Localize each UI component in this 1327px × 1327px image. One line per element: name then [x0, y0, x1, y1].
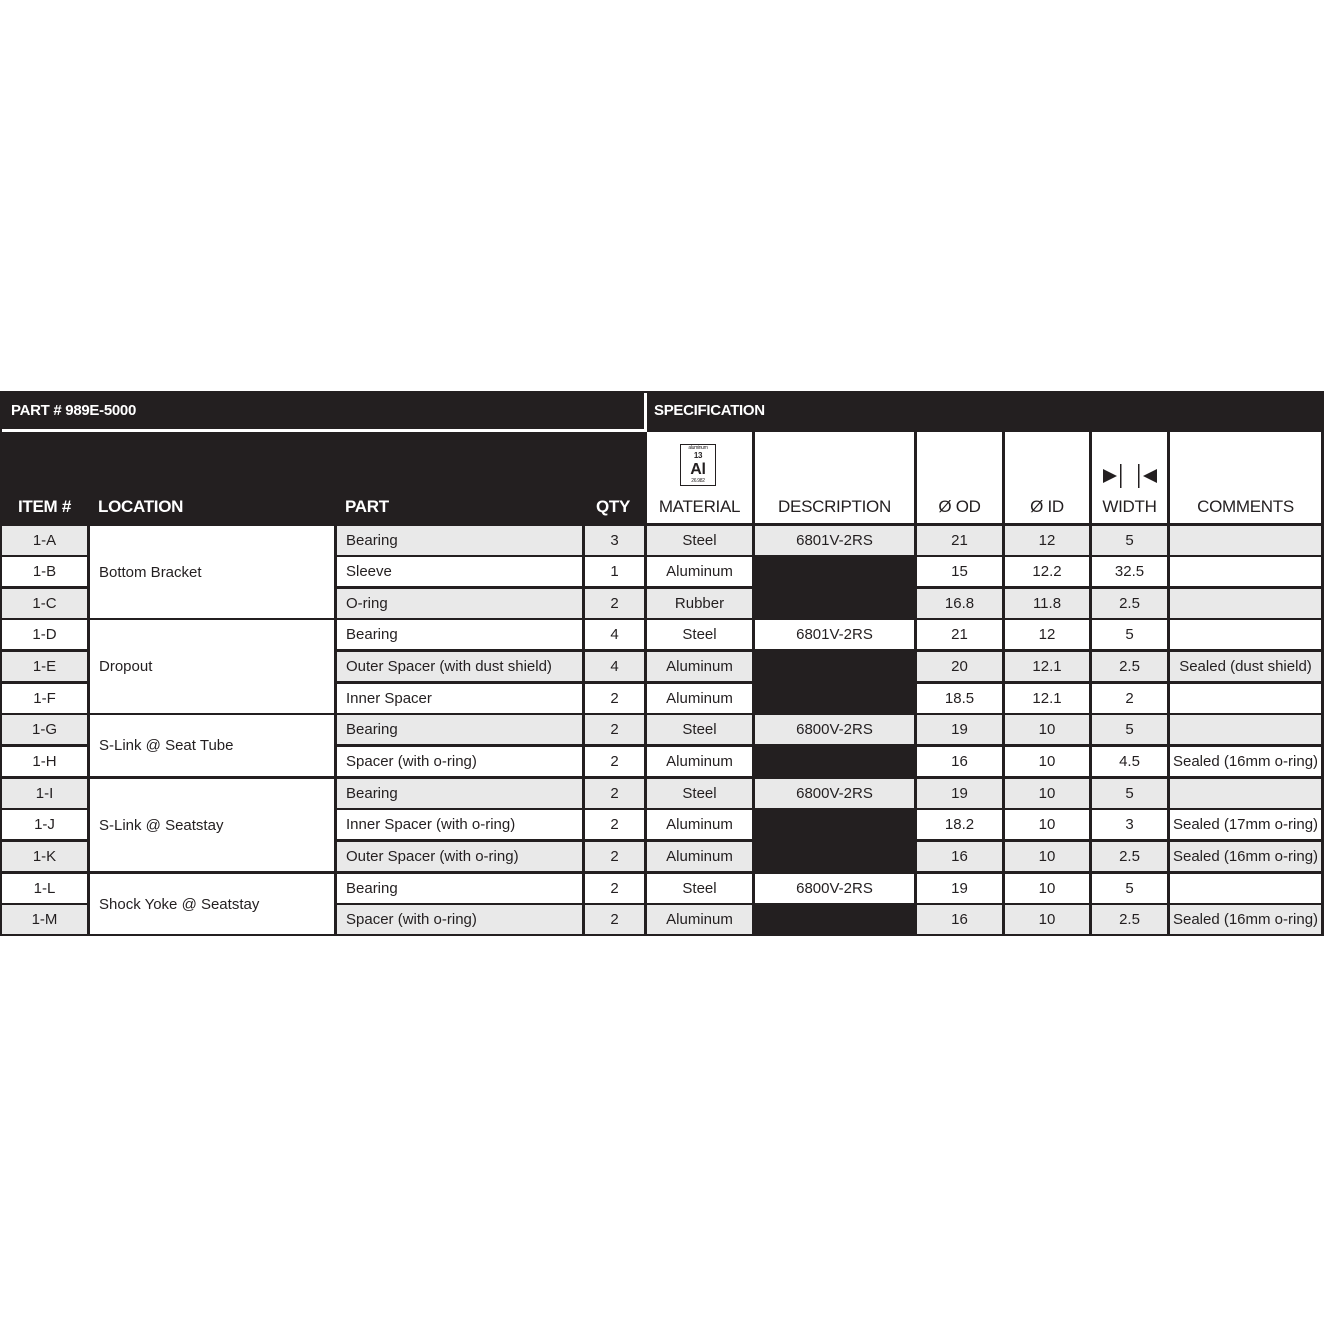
cell-width: 4.5 [1092, 747, 1167, 776]
cell-item: 1-B [2, 557, 87, 586]
cell-comments: Sealed (16mm o-ring) [1170, 905, 1321, 934]
cell-part: Outer Spacer (with o-ring) [337, 842, 582, 871]
cell-qty: 2 [585, 747, 644, 776]
specification-title: SPECIFICATION [654, 401, 765, 419]
cell-item: 1-C [2, 589, 87, 618]
cell-id: 12.2 [1005, 557, 1089, 586]
cell-part: Bearing [337, 874, 582, 903]
cell-id: 10 [1005, 747, 1089, 776]
cell-comments [1170, 620, 1321, 649]
location-cell: Shock Yoke @ Seatstay [90, 874, 334, 934]
cell-description: 6800V-2RS [755, 874, 914, 903]
location-cell: S-Link @ Seatstay [90, 779, 334, 871]
cell-part: Sleeve [337, 557, 582, 586]
location-cell: Bottom Bracket [90, 526, 334, 618]
cell-item: 1-H [2, 747, 87, 776]
cell-description: 6801V-2RS [755, 620, 914, 649]
cell-material: Steel [647, 715, 752, 744]
cell-part: Outer Spacer (with dust shield) [337, 652, 582, 681]
cell-description: 6800V-2RS [755, 715, 914, 744]
cell-material: Rubber [647, 589, 752, 618]
cell-material: Steel [647, 779, 752, 808]
aluminum-element-tile-icon: aluminum 13 Al 26.982 [680, 444, 716, 486]
cell-material: Aluminum [647, 842, 752, 871]
cell-material: Steel [647, 874, 752, 903]
cell-qty: 2 [585, 684, 644, 713]
cell-od: 21 [917, 620, 1002, 649]
cell-width: 5 [1092, 715, 1167, 744]
cell-qty: 2 [585, 589, 644, 618]
cell-comments: Sealed (17mm o-ring) [1170, 810, 1321, 839]
cell-material: Steel [647, 620, 752, 649]
part-number-title: PART # 989E-5000 [11, 401, 136, 419]
cell-comments [1170, 526, 1321, 555]
cell-part: Bearing [337, 526, 582, 555]
cell-description: 6800V-2RS [755, 779, 914, 808]
cell-qty: 1 [585, 557, 644, 586]
cell-description [755, 652, 914, 681]
parts-table [0, 391, 1324, 936]
cell-od: 19 [917, 874, 1002, 903]
cell-item: 1-L [2, 874, 87, 903]
cell-id: 12 [1005, 620, 1089, 649]
cell-material: Aluminum [647, 557, 752, 586]
cell-comments: Sealed (dust shield) [1170, 652, 1321, 681]
cell-item: 1-K [2, 842, 87, 871]
cell-qty: 2 [585, 874, 644, 903]
cell-id: 10 [1005, 715, 1089, 744]
cell-part: Spacer (with o-ring) [337, 747, 582, 776]
cell-width: 3 [1092, 810, 1167, 839]
cell-width: 2.5 [1092, 842, 1167, 871]
cell-description [755, 589, 914, 618]
cell-qty: 2 [585, 779, 644, 808]
cell-qty: 4 [585, 652, 644, 681]
cell-qty: 2 [585, 905, 644, 934]
cell-qty: 3 [585, 526, 644, 555]
col-header-location: LOCATION [90, 432, 334, 523]
cell-comments: Sealed (16mm o-ring) [1170, 747, 1321, 776]
cell-id: 10 [1005, 842, 1089, 871]
cell-qty: 2 [585, 842, 644, 871]
cell-width: 2.5 [1092, 589, 1167, 618]
col-header-description: DESCRIPTION [755, 432, 914, 523]
cell-description [755, 842, 914, 871]
cell-id: 10 [1005, 810, 1089, 839]
cell-id: 12 [1005, 526, 1089, 555]
cell-part: Inner Spacer (with o-ring) [337, 810, 582, 839]
location-cell: S-Link @ Seat Tube [90, 715, 334, 776]
col-header-part: PART [337, 432, 582, 523]
cell-width: 2.5 [1092, 652, 1167, 681]
cell-item: 1-I [2, 779, 87, 808]
cell-item: 1-J [2, 810, 87, 839]
col-header-qty: QTY [585, 432, 644, 523]
cell-width: 2.5 [1092, 905, 1167, 934]
cell-description [755, 747, 914, 776]
cell-width: 5 [1092, 874, 1167, 903]
cell-qty: 2 [585, 810, 644, 839]
cell-material: Aluminum [647, 684, 752, 713]
cell-item: 1-E [2, 652, 87, 681]
cell-width: 32.5 [1092, 557, 1167, 586]
col-header-comments: COMMENTS [1170, 432, 1321, 523]
cell-qty: 2 [585, 715, 644, 744]
cell-od: 16 [917, 842, 1002, 871]
cell-description [755, 684, 914, 713]
cell-width: 5 [1092, 779, 1167, 808]
cell-od: 19 [917, 779, 1002, 808]
cell-material: Aluminum [647, 810, 752, 839]
cell-od: 16 [917, 905, 1002, 934]
location-cell: Dropout [90, 620, 334, 713]
cell-comments [1170, 684, 1321, 713]
cell-part: Inner Spacer [337, 684, 582, 713]
cell-description [755, 905, 914, 934]
cell-part: O-ring [337, 589, 582, 618]
cell-width: 2 [1092, 684, 1167, 713]
cell-description: 6801V-2RS [755, 526, 914, 555]
cell-part: Spacer (with o-ring) [337, 905, 582, 934]
cell-item: 1-G [2, 715, 87, 744]
cell-od: 15 [917, 557, 1002, 586]
cell-od: 18.5 [917, 684, 1002, 713]
cell-part: Bearing [337, 715, 582, 744]
col-header-item: ITEM # [2, 432, 87, 523]
cell-item: 1-F [2, 684, 87, 713]
cell-description [755, 810, 914, 839]
cell-od: 20 [917, 652, 1002, 681]
cell-comments [1170, 589, 1321, 618]
cell-comments: Sealed (16mm o-ring) [1170, 842, 1321, 871]
cell-id: 12.1 [1005, 652, 1089, 681]
cell-material: Aluminum [647, 905, 752, 934]
cell-part: Bearing [337, 620, 582, 649]
cell-od: 18.2 [917, 810, 1002, 839]
cell-comments [1170, 715, 1321, 744]
cell-width: 5 [1092, 526, 1167, 555]
col-header-material: MATERIAL [658, 497, 741, 516]
cell-od: 21 [917, 526, 1002, 555]
cell-id: 10 [1005, 874, 1089, 903]
cell-material: Steel [647, 526, 752, 555]
cell-material: Aluminum [647, 747, 752, 776]
cell-comments [1170, 779, 1321, 808]
cell-width: 5 [1092, 620, 1167, 649]
cell-item: 1-M [2, 905, 87, 934]
col-header-id: Ø ID [1005, 432, 1089, 523]
cell-part: Bearing [337, 779, 582, 808]
cell-od: 19 [917, 715, 1002, 744]
width-arrows-icon [1103, 464, 1159, 488]
cell-comments [1170, 557, 1321, 586]
col-header-width-cell [1092, 432, 1167, 523]
cell-comments [1170, 874, 1321, 903]
col-header-material-cell [647, 432, 752, 523]
col-header-od: Ø OD [917, 432, 1002, 523]
cell-od: 16 [917, 747, 1002, 776]
cell-material: Aluminum [647, 652, 752, 681]
cell-od: 16.8 [917, 589, 1002, 618]
cell-id: 12.1 [1005, 684, 1089, 713]
cell-description [755, 557, 914, 586]
cell-id: 11.8 [1005, 589, 1089, 618]
col-header-width: WIDTH [1102, 497, 1157, 516]
cell-id: 10 [1005, 779, 1089, 808]
cell-id: 10 [1005, 905, 1089, 934]
cell-qty: 4 [585, 620, 644, 649]
title-divider [644, 393, 647, 432]
cell-item: 1-A [2, 526, 87, 555]
cell-item: 1-D [2, 620, 87, 649]
